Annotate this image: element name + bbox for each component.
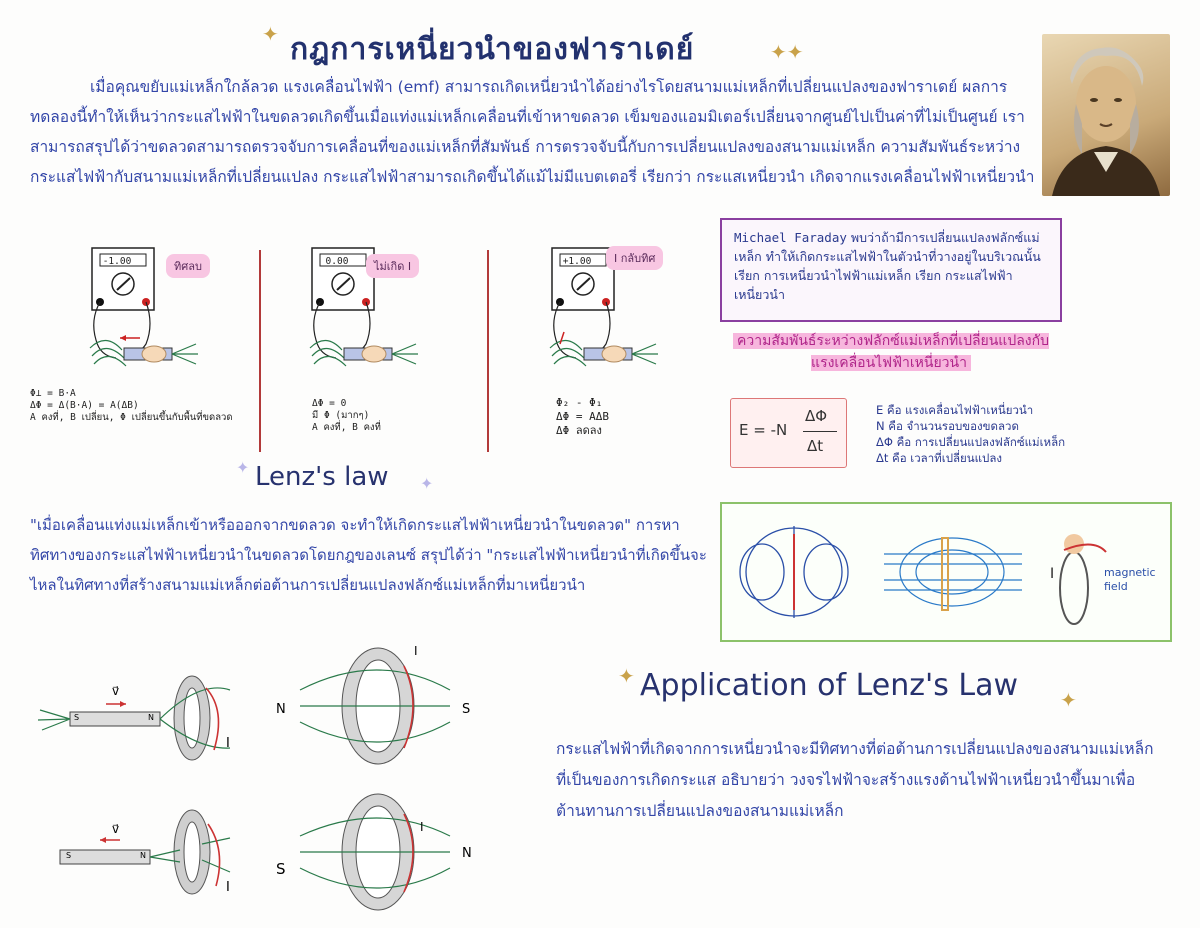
current-i-label-1: I <box>226 736 230 751</box>
meter-reading-3: +1.00 <box>562 256 592 267</box>
sparkle-icon: ✦ <box>618 664 635 688</box>
panel-notes-2 <box>312 398 462 434</box>
panel-tag-2: ไม่เกิด I <box>366 254 419 278</box>
magnet-n-label-1: N <box>148 713 154 722</box>
magnet-s-label-2: S <box>66 851 72 860</box>
panel-notes-3 <box>556 396 706 438</box>
formula-lhs: E = -N <box>739 421 788 439</box>
application-paragraph: กระแสไฟฟ้าที่เกิดจากการเหนี่ยวนำจะมีทิศทางที่ต่อต้านการเปลี่ยนแปลงของสนามแม่เหล็กที่เป็นของการเกิดกระแส อธิบายว่า วงจรไฟฟ้าจะสร้างแรงต้านไฟฟ้าเหนี่ยวนำขึ้นมาเพื่อต้านทานการเปลี่ยนแปลงของสนามแม่เหล็ก <box>556 740 1154 820</box>
note-line: A คงที่, B คงที่ <box>312 422 381 433</box>
note-line: ΔΦ ลดลง <box>556 424 602 437</box>
faraday-text: พบว่าถ้ามีการเปลี่ยนแปลงฟลักซ์แม่เหล็ก ทำให้เกิดกระแสไฟฟ้าในตัวนำที่วางอยู่ในบริเวณนั้น เรียก การเหนี่ยวนำไฟฟ้าแม่เหล็ก เรียก กระแสไฟฟ้าเหนี่ยวนำ <box>734 230 1041 302</box>
note-line: A คงที่, B เปลี่ยน, Φ เปลี่ยนขึ้นกับพื้นที่ขดลวด <box>30 412 233 423</box>
velocity-label-2: v⃗ <box>112 822 120 836</box>
faraday-portrait <box>1042 34 1170 196</box>
note-line: Φ⊥ = B·A <box>30 388 76 399</box>
current-label: I <box>1050 566 1055 582</box>
formula-denominator: Δt <box>807 437 824 455</box>
current-i-label-3: I <box>414 644 418 658</box>
note-line: ΔΦ = 0 <box>312 398 347 409</box>
formula-numerator: ΔΦ <box>805 407 828 425</box>
sparkle-icon: ✦ <box>1060 688 1077 712</box>
note-line: ΔΦ = AΔB <box>556 410 609 423</box>
relation-heading <box>726 330 1056 374</box>
legend-item: Δt คือ เวลาที่เปลี่ยนแปลง <box>876 451 1003 465</box>
pole-n-label-2: N <box>462 846 472 861</box>
sparkle-icon: ✦ <box>420 474 434 493</box>
lenz-title: Lenz's law <box>255 462 389 492</box>
note-line: มี Φ (มากๆ) <box>312 410 370 421</box>
magnetic-field-label: magnetic field <box>1104 566 1156 593</box>
panel-tag-3: I กลับทิศ <box>606 246 663 270</box>
legend-item: N คือ จำนวนรอบของขดลวด <box>876 419 1019 433</box>
magnet-n-label-2: N <box>140 851 146 860</box>
meter-reading-1: -1.00 <box>102 256 132 267</box>
fraction-bar <box>803 431 837 432</box>
magnetic-field-diagrams <box>720 502 1172 642</box>
faraday-name: Michael Faraday <box>734 230 847 245</box>
page-title: กฎการเหนี่ยวนำของฟาราเดย์ <box>290 32 695 67</box>
application-title: Application of Lenz's Law <box>640 668 1019 703</box>
meter-reading-2: 0.00 <box>325 256 349 267</box>
intro-paragraph: เมื่อคุณขยับแม่เหล็กใกล้ลวด แรงเคลื่อนไฟฟ้า (emf) สามารถเกิดเหนี่ยวนำได้อย่างไรโดยสนามแม่เหล็กที่เปลี่ยนแปลงของฟาราเดย์ ผลการทดลองนี้ทำให้เห็นว่ากระแสไฟฟ้าในขดลวดเกิดขึ้นเมื่อแท่งแม่เหล็กเคลื่อนที่เข้าหาขดลวด เข็มของแอมมิเตอร์เปลี่ยนจากศูนย์ไปเป็นค่าที่ไม่เป็นศูนย์ เราสามารถสรุปได้ว่าขดลวดสามารถตรวจจับการเคลื่อนที่ของแม่เหล็กที่สัมพันธ์ การตรวจจับนี้กับการเปลี่ยนแปลงของสนามแม่เหล็ก ความสัมพันธ์ระหว่างกระแสไฟฟ้ากับสนามแม่เหล็กที่เปลี่ยนแปลง กระแสไฟฟ้าสามารถเกิดขึ้นได้แม้ไม่มีแบตเตอรี่ เรียกว่า กระแสเหนี่ยวนำ เกิดจากแรงเคลื่อนไฟฟ้าเหนี่ยวนำ <box>30 78 1035 186</box>
current-i-label-4: I <box>420 820 424 834</box>
current-i-label-2: I <box>226 880 230 895</box>
pole-s-label-2: S <box>276 860 286 878</box>
relation-heading-text: ความสัมพันธ์ระหว่างฟลักซ์แม่เหล็กที่เปลี่ยนแปลงกับแรงเคลื่อนไฟฟ้าเหนี่ยวนำ <box>733 333 1049 371</box>
note-line: Φ₂ - Φ₁ <box>556 396 603 409</box>
sparkle-icon: ✦ <box>236 458 250 477</box>
legend-item: ΔΦ คือ การเปลี่ยนแปลงฟลักซ์แม่เหล็ก <box>876 435 1066 449</box>
sparkle-icon: ✦ <box>262 22 279 46</box>
formula-legend <box>876 402 1065 466</box>
lenz-paragraph: "เมื่อเคลื่อนแท่งแม่เหล็กเข้าหรือออกจากขดลวด จะทำให้เกิดกระแสไฟฟ้าเหนี่ยวนำในขดลวด" การหาทิศทางของกระแสไฟฟ้าเหนี่ยวนำในขดลวดโดยกฎของเลนซ์ สรุปได้ว่า "กระแสไฟฟ้าเหนี่ยวนำที่เกิดขึ้นจะไหลในทิศทางที่สร้างสนามแม่เหล็กต่อต้านการเปลี่ยนแปลงฟลักซ์แม่เหล็กที่มาเหนี่ยวนำ <box>30 516 707 594</box>
legend-item: E คือ แรงเคลื่อนไฟฟ้าเหนี่ยวนำ <box>876 403 1034 417</box>
magnet-s-label-1: S <box>74 713 80 722</box>
faraday-definition-box <box>720 218 1062 322</box>
pole-n-label-1: N <box>276 702 286 717</box>
note-line: ΔΦ = Δ(B·A) = A(ΔB) <box>30 400 139 411</box>
sparkle-icon: ✦✦ <box>770 40 804 64</box>
emf-formula <box>730 398 847 468</box>
pole-s-label-1: S <box>462 702 471 717</box>
panel-tag-1: ทิศลบ <box>166 254 210 278</box>
panel-notes-1 <box>30 388 240 424</box>
lenz-ring-diagrams <box>30 640 530 920</box>
velocity-label-1: v⃗ <box>112 684 120 698</box>
